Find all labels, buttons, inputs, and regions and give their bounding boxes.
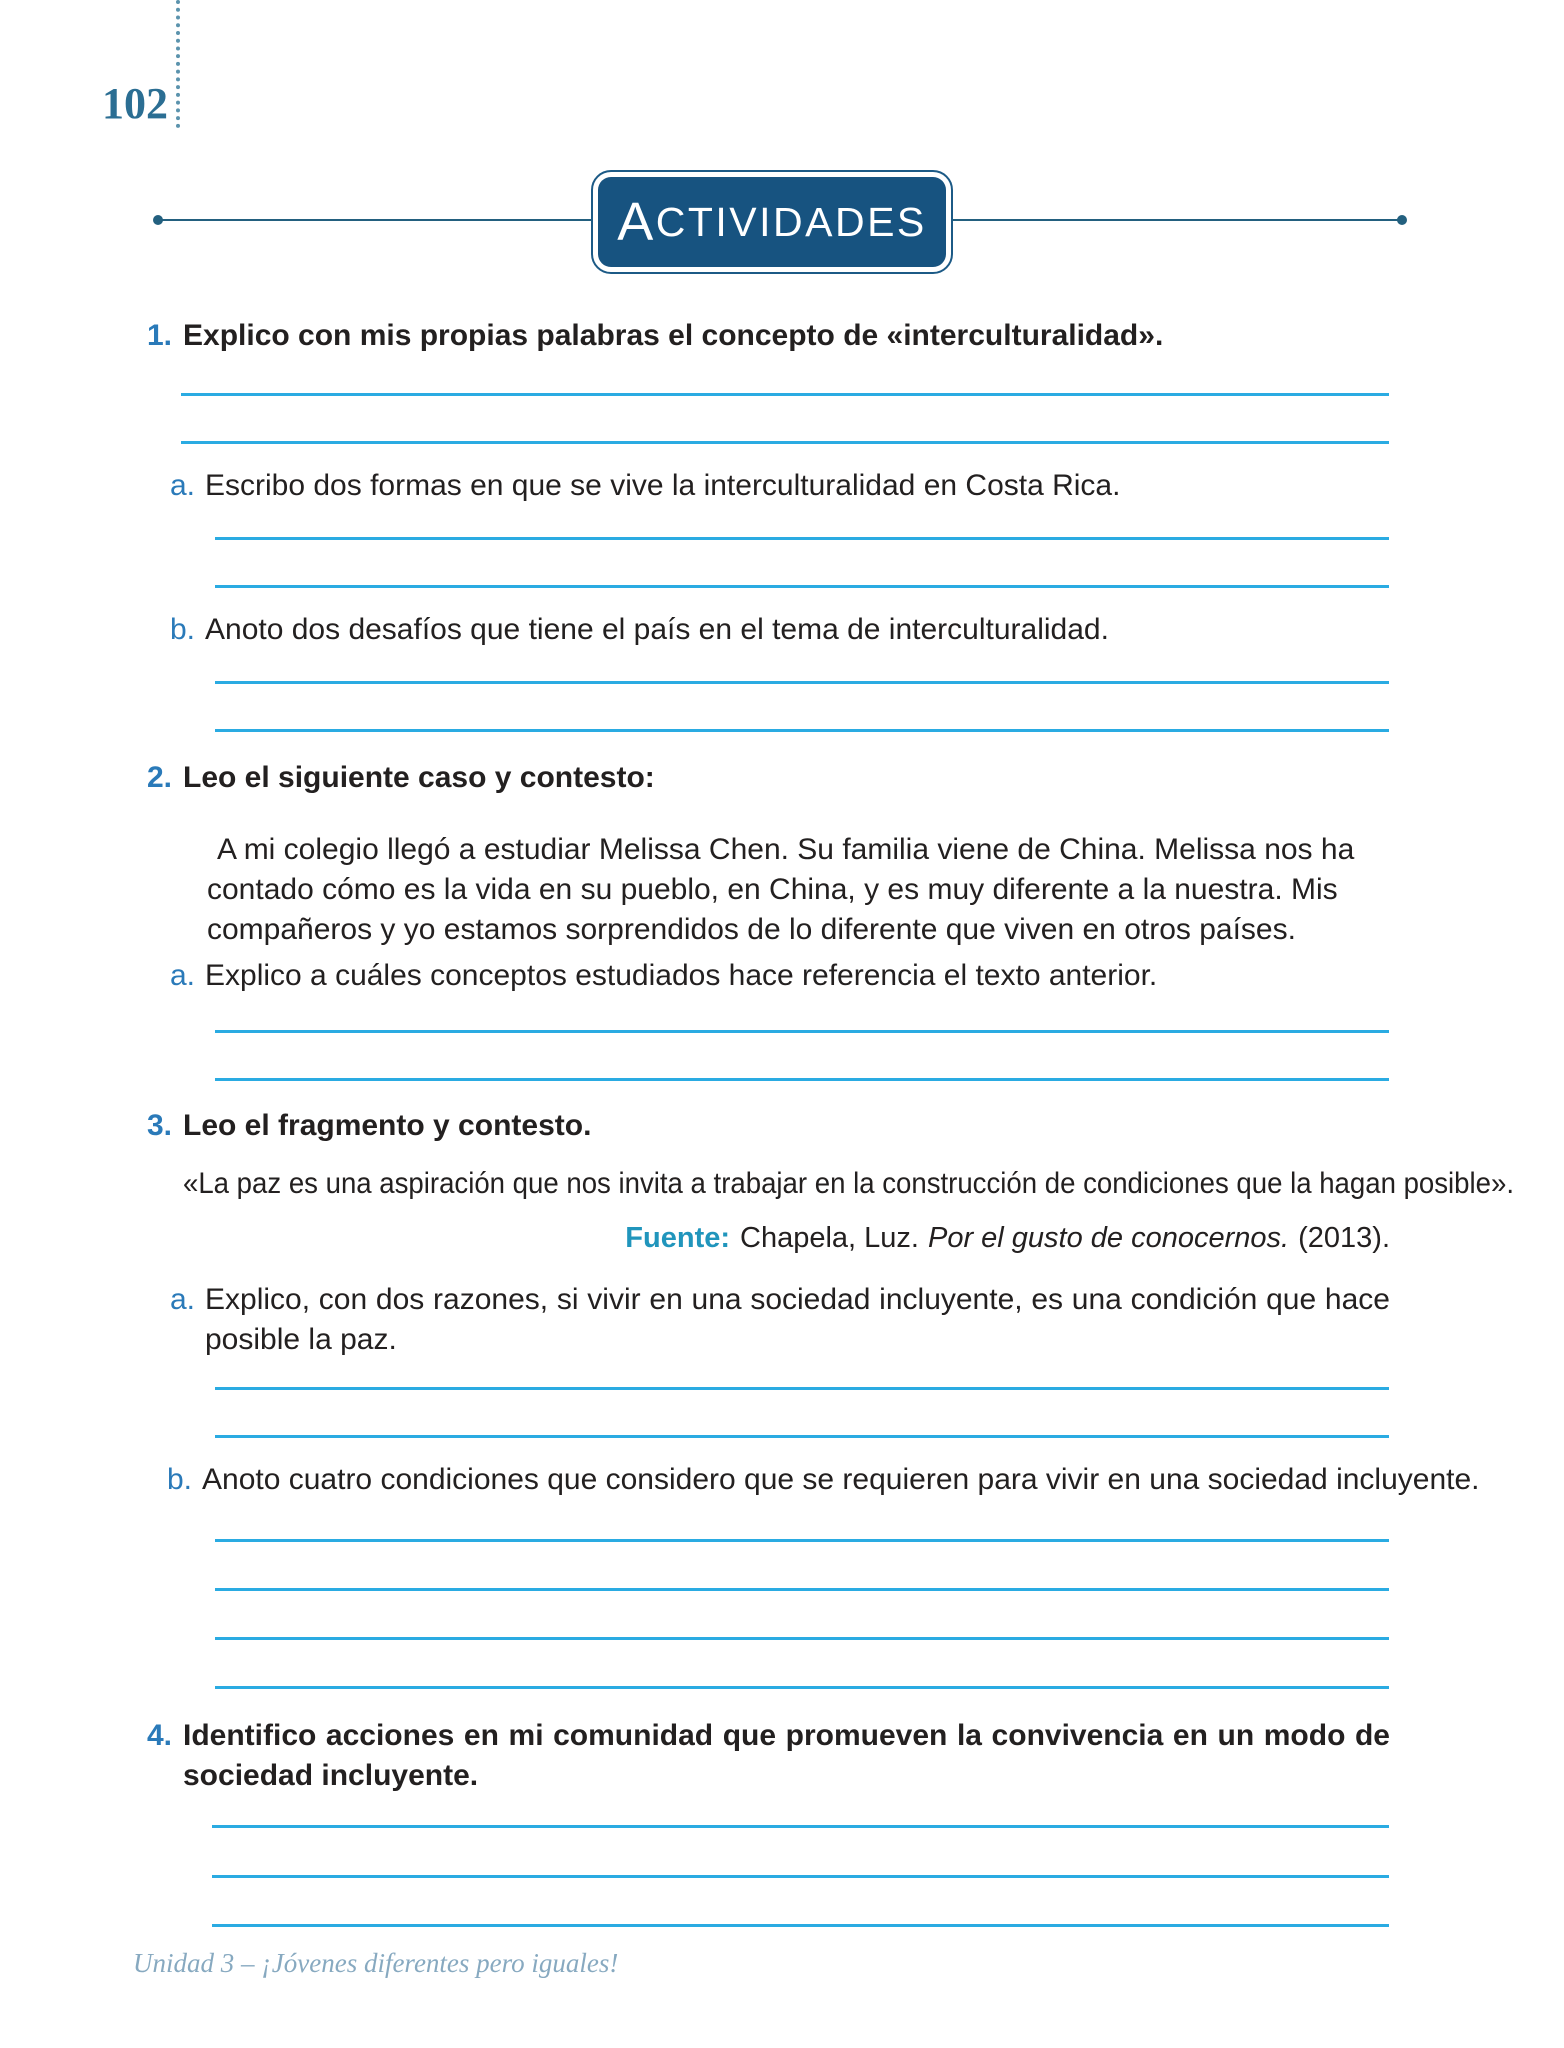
answer-line (215, 1030, 1389, 1033)
question-4 (147, 1716, 1390, 1796)
question-text: Explico, con dos razones, si vivir en una sociedad incluyente, es una condición que hace posible la paz. (205, 1283, 1390, 1356)
activities-badge-title (598, 177, 946, 267)
answer-line (215, 1588, 1389, 1591)
answer-line (215, 1539, 1389, 1542)
footer-unit-title: Unidad 3 – ¡Jóvenes diferentes pero iguales! (133, 1948, 619, 1978)
question-text: Anoto cuatro condiciones que considero que se requieren para vivir en una sociedad incluyente. (202, 1463, 1480, 1496)
question-text: Explico a cuáles conceptos estudiados hace referencia el texto anterior. (205, 959, 1158, 992)
activities-badge (591, 170, 953, 274)
dotted-divider (176, 0, 180, 128)
question-letter: a. (170, 1283, 196, 1316)
answer-line (215, 1686, 1389, 1689)
answer-line (215, 1435, 1389, 1438)
question-3 (147, 1106, 591, 1146)
rule-end-dot (153, 215, 163, 225)
question-letter: b. (167, 1463, 193, 1496)
answer-line (215, 537, 1389, 540)
question-3b (167, 1460, 1480, 1500)
question-1a (170, 466, 1120, 506)
question-text: Leo el fragmento y contesto. (183, 1109, 592, 1142)
badge-title-initial: A (617, 192, 656, 252)
answer-line (215, 1387, 1389, 1390)
question-letter: a. (170, 959, 196, 992)
question-number: 2. (147, 761, 173, 794)
question-1b (170, 610, 1109, 650)
answer-line (215, 1637, 1389, 1640)
answer-line (215, 585, 1389, 588)
badge-title-rest: CTIVIDADES (655, 198, 927, 245)
answer-line (181, 441, 1389, 444)
answer-line (212, 1875, 1389, 1878)
source-line (625, 1218, 1390, 1258)
answer-line (212, 1825, 1389, 1828)
question-text: Anoto dos desafíos que tiene el país en el tema de interculturalidad. (205, 613, 1109, 646)
source-year: (2013). (1298, 1222, 1390, 1254)
question-text: Explico con mis propias palabras el concepto de «interculturalidad». (183, 319, 1164, 352)
question-3a (170, 1280, 1390, 1360)
question-2a (170, 956, 1157, 996)
question-text: Leo el siguiente caso y contesto: (183, 761, 655, 794)
answer-line (215, 681, 1389, 684)
source-title: Por el gusto de conocernos. (927, 1222, 1290, 1254)
answer-line (215, 729, 1389, 732)
answer-line (181, 393, 1389, 396)
rule-end-dot (1397, 215, 1407, 225)
page-number: 102 (102, 79, 168, 128)
question-number: 4. (147, 1719, 173, 1752)
question-number: 3. (147, 1109, 173, 1142)
question-number: 1. (147, 319, 173, 352)
question-text: Escribo dos formas en que se vive la interculturalidad en Costa Rica. (205, 469, 1121, 502)
source-label: Fuente: (625, 1222, 731, 1254)
question-letter: b. (170, 613, 196, 646)
question-letter: a. (170, 469, 196, 502)
case-paragraph: A mi colegio llegó a estudiar Melissa Chen. Su familia viene de China. Melissa nos ha contado cómo es la vida en su pueblo, en China, y es muy diferente a la nuestra. Mis compañeros y yo estamos sorprendidos de lo diferente que viven en otros países. (207, 833, 1355, 946)
quote-text: «La paz es una aspiración que nos invita a trabajar en la construcción de condiciones que la hagan posible». (183, 1167, 1515, 1200)
answer-line (215, 1078, 1389, 1081)
question-2 (147, 758, 655, 798)
answer-line (212, 1924, 1389, 1927)
source-author: Chapela, Luz. (740, 1222, 919, 1254)
question-1 (147, 316, 1163, 356)
question-text: Identifico acciones en mi comunidad que promueven la convivencia en un modo de sociedad incluyente. (183, 1719, 1390, 1792)
